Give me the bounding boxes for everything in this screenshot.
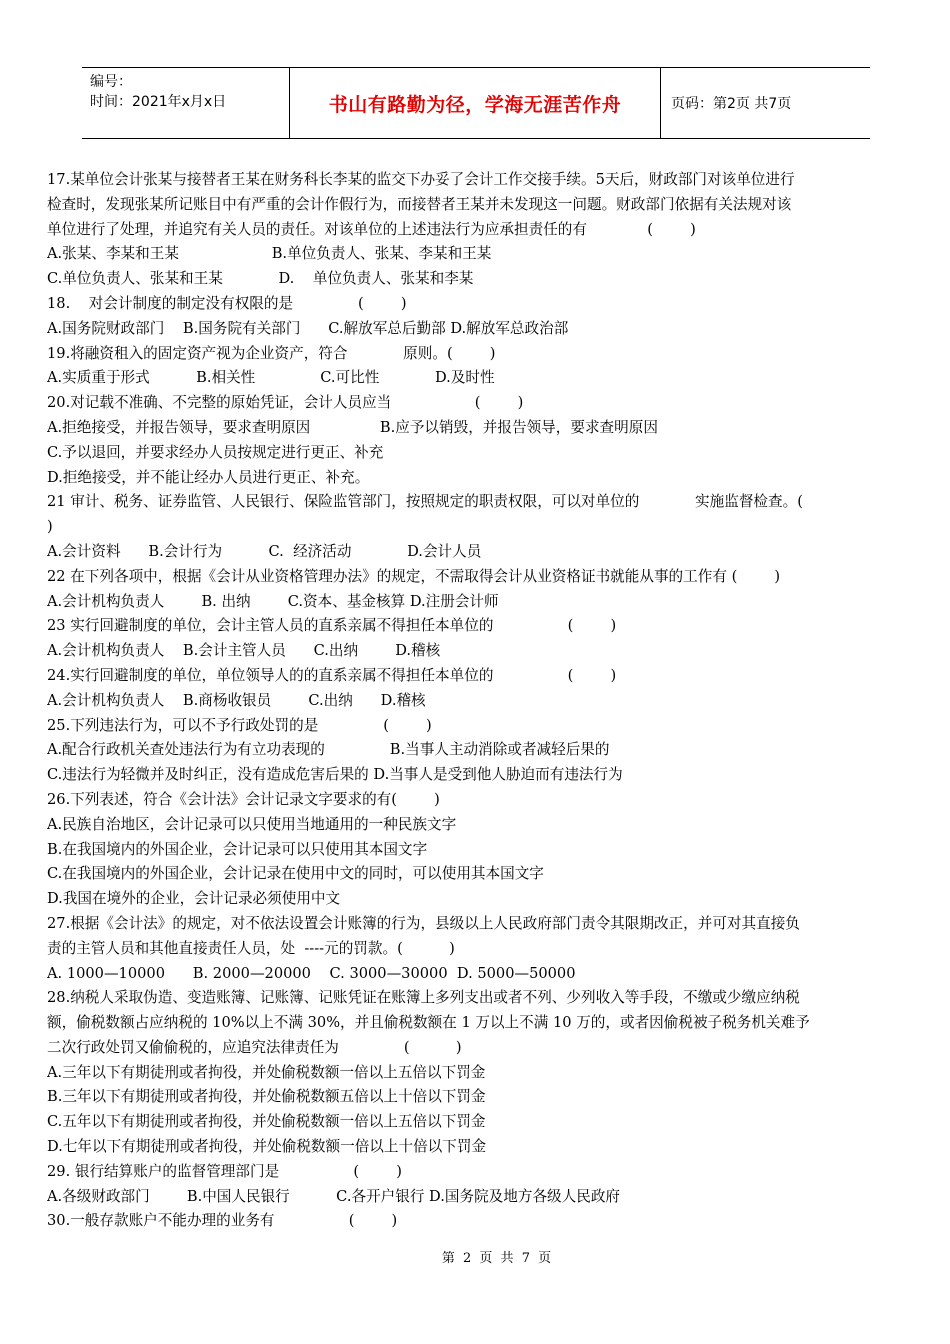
text-line: D.我国在境外的企业，会计记录必须使用中文 [47, 890, 341, 908]
text-line: 24.实行回避制度的单位，单位领导人的的直系亲属不得担任本单位的 ( ) [47, 666, 617, 684]
number-label: 编号： [90, 74, 132, 90]
text-line: 23 实行回避制度的单位，会计主管人员的直系亲属不得担任本单位的 ( ) [47, 617, 617, 635]
text-line: A.会计机构负责人 B. 出纳 C.资本、基金核算 D.注册会计师 [47, 592, 499, 610]
text-line: D.七年以下有期徒刑或者拘役，并处偷税数额一倍以上十倍以下罚金 [47, 1138, 487, 1156]
text-line: A.民族自治地区，会计记录可以只使用当地通用的一种民族文字 [47, 815, 457, 833]
text-line: C.违法行为轻微并及时纠正，没有造成危害后果的 D.当事人是受到他人胁迫而有违法行为 [47, 766, 623, 784]
time-label: 时间：2021年x月x日 [90, 94, 227, 110]
text-line: 22 在下列各项中，根据《会计从业资格管理办法》的规定，不需取得会计从业资格证书就能从事的工作有 ( ) [47, 567, 781, 585]
text-line: 检查时，发现张某所记账目中有严重的会计作假行为，而接替者王某并未发现这一问题。财政部门依据有关法规对该 [47, 195, 792, 213]
header-page-code: 页码：第2页 共7页 [671, 96, 792, 112]
text-line: A.各级财政部门 B.中国人民银行 C.各开户银行 D.国务院及地方各级人民政府 [47, 1187, 621, 1205]
text-line: C.予以退回，并要求经办人员按规定进行更正、补充 [47, 443, 384, 461]
text-line: 28.纳税人采取伪造、变造账簿、记账簿、记账凭证在账簿上多列支出或者不列、少列收入等手段，不缴或少缴应纳税 [47, 989, 800, 1007]
text-line: 二次行政处罚又偷偷税的，应追究法律责任为 ( ) [47, 1038, 462, 1056]
text-line: C.单位负责人、张某和王某 D. 单位负责人、张某和李某 [47, 270, 474, 288]
text-line: A.会计机构负责人 B.商杨收银员 C.出纳 D.稽核 [47, 691, 426, 709]
text-line: B.三年以下有期徒刑或者拘役，并处偷税数额五倍以上十倍以下罚金 [47, 1088, 486, 1106]
text-line: 21 审计、税务、证券监管、人民银行、保险监管部门，按照规定的职责权限，可以对单位的 实施监督检查。( [47, 493, 803, 511]
header-motto: 书山有路勤为径，学海无涯苦作舟 [290, 68, 661, 138]
text-line: C.五年以下有期徒刑或者拘役，并处偷税数额一倍以上五倍以下罚金 [47, 1113, 486, 1131]
text-line: 单位进行了处理，并追究有关人员的责任。对该单位的上述违法行为应承担责任的有 ( ) [47, 220, 696, 238]
text-line: C.在我国境内的外国企业，会计记录在使用中文的同时，可以使用其本国文字 [47, 865, 544, 883]
text-line: ) [47, 518, 53, 536]
text-line: 责的主管人员和其他直接责任人员，处 ----元的罚款。( ) [47, 939, 455, 957]
text-line: A.会计机构负责人 B.会计主管人员 C.出纳 D.稽核 [47, 642, 441, 660]
text-line: A. 1000—10000 B. 2000—20000 C. 3000—30000 D. 5000—50000 [47, 964, 576, 982]
text-line: A.会计资料 B.会计行为 C. 经济活动 D.会计人员 [47, 542, 482, 560]
text-line: A.实质重于形式 B.相关性 C.可比性 D.及时性 [47, 369, 495, 387]
text-line: A.三年以下有期徒刑或者拘役，并处偷税数额一倍以上五倍以下罚金 [47, 1063, 486, 1081]
text-line: A.张某、李某和王某 B.单位负责人、张某、李某和王某 [47, 245, 492, 263]
text-line: 30.一般存款账户不能办理的业务有 ( ) [47, 1212, 398, 1230]
text-line: D.拒绝接受，并不能让经办人员进行更正、补充。 [47, 468, 370, 486]
text-line: A.拒绝接受，并报告领导，要求查明原因 B.应予以销毁，并报告领导，要求查明原因 [47, 418, 658, 436]
text-line: 20.对记载不准确、不完整的原始凭证，会计人员应当 ( ) [47, 394, 524, 412]
page-header [82, 67, 870, 139]
text-line: 17.某单位会计张某与接替者王某在财务科长李某的监交下办妥了会计工作交接手续。5天后，财政部门对该单位进行 [47, 171, 795, 188]
text-line: 18. 对会计制度的制定没有权限的是 ( ) [47, 294, 407, 312]
text-line: 27.根据《会计法》的规定，对不依法设置会计账簿的行为，县级以上人民政府部门责令其限期改正，并可对其直接负 [47, 914, 800, 932]
text-line: 额，偷税数额占应纳税的 10%以上不满 30%，并且偷税数额在 1 万以上不满 10 万的，或者因偷税被子税务机关难予 [47, 1014, 810, 1032]
text-line: A.国务院财政部门 B.国务院有关部门 C.解放军总后勤部 D.解放军总政治部 [47, 319, 569, 337]
text-line: A.配合行政机关查处违法行为有立功表现的 B.当事人主动消除或者减轻后果的 [47, 741, 610, 759]
page-footer: 第 2 页 共 7 页 [441, 1251, 554, 1266]
text-line: 29. 银行结算账户的监督管理部门是 ( ) [47, 1162, 402, 1180]
text-line: 25.下列违法行为，可以不予行政处罚的是 ( ) [47, 716, 432, 734]
text-line: B.在我国境内的外国企业，会计记录可以只使用其本国文字 [47, 840, 428, 858]
text-line: 26.下列表述，符合《会计法》会计记录文字要求的有( ) [47, 790, 440, 808]
document-body [47, 168, 909, 1234]
text-line: 19.将融资租入的固定资产视为企业资产，符合 原则。( ) [47, 344, 496, 362]
header-meta [82, 68, 290, 138]
